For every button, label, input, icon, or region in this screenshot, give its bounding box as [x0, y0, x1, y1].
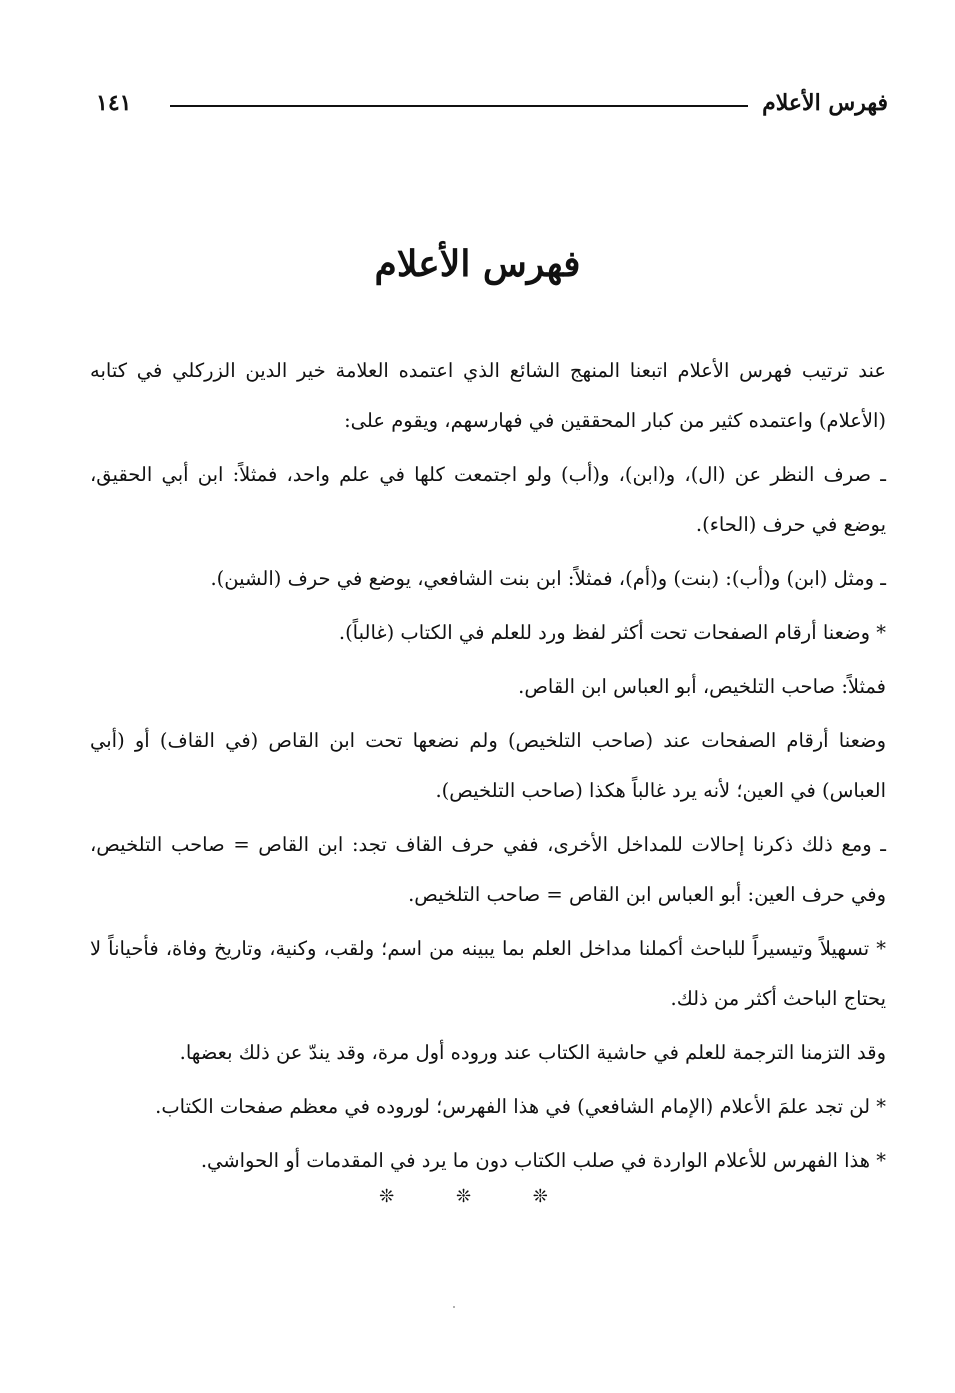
- speck-mark: [453, 1306, 455, 1308]
- paragraph: ـ ومع ذلك ذكرنا إحالات للمداخل الأخرى، ففي حرف القاف تجد: ابن القاص = صاحب التلخيص، وفي حرف العين: أبو العباس ابن القاص = صاحب التلخيص.: [90, 833, 886, 906]
- paragraph: ـ صرف النظر عن (ال)، و(ابن)، و(أب) ولو اجتمعت كلها في علم واحد، فمثلاً: ابن أبي الحقيق، يوضع في حرف (الحاء).: [90, 463, 886, 536]
- page-number: ١٤١: [96, 90, 132, 116]
- running-header-title: فهرس الأعلام: [762, 90, 888, 116]
- body-text: [90, 346, 886, 1190]
- paragraph: وضعنا أرقام الصفحات عند (صاحب التلخيص) ولم نضعها تحت ابن القاص (في القاف) أو (أبي العباس) في العين؛ لأنه يرد غالباً هكذا (صاحب التلخيص).: [90, 729, 886, 802]
- page-title: فهرس الأعلام: [374, 243, 581, 285]
- paragraph: عند ترتيب فهرس الأعلام اتبعنا المنهج الشائع الذي اعتمده العلامة خير الدين الزركلي في كتابه (الأعلام) واعتمده كثير من كبار المحققين في فهارسهم، ويقوم على:: [90, 359, 886, 432]
- paragraph: * هذا الفهرس للأعلام الواردة في صلب الكتاب دون ما يرد في المقدمات أو الحواشي.: [200, 1149, 886, 1172]
- running-header: [96, 88, 888, 124]
- header-rule: [170, 105, 748, 107]
- paragraph: ـ ومثل (ابن) و(أب): (بنت) و(أم)، فمثلاً: ابن بنت الشافعي، يوضع في حرف (الشين).: [210, 567, 886, 590]
- paragraph: * تسهيلاً وتيسيراً للباحث أكملنا مداخل العلم بما يبينه من اسم؛ ولقب، وكنية، وتاريخ وفاة، فأحياناً لا يحتاج الباحث أكثر من ذلك.: [90, 937, 886, 1010]
- paragraph: وقد التزمنا الترجمة للعلم في حاشية الكتاب عند وروده أول مرة، وقد يندّ عن ذلك بعضها.: [179, 1041, 886, 1064]
- paragraph: * لن تجد علمَ الأعلام (الإمام الشافعي) في هذا الفهرس؛ لوروده في معظم صفحات الكتاب.: [155, 1095, 886, 1118]
- paragraph: * وضعنا أرقام الصفحات تحت أكثر لفظ ورد للعلم في الكتاب (غالباً).: [338, 621, 886, 644]
- section-separator: ❊ ❊ ❊: [379, 1186, 576, 1207]
- paragraph: فمثلاً: صاحب التلخيص، أبو العباس ابن القاص.: [518, 675, 886, 698]
